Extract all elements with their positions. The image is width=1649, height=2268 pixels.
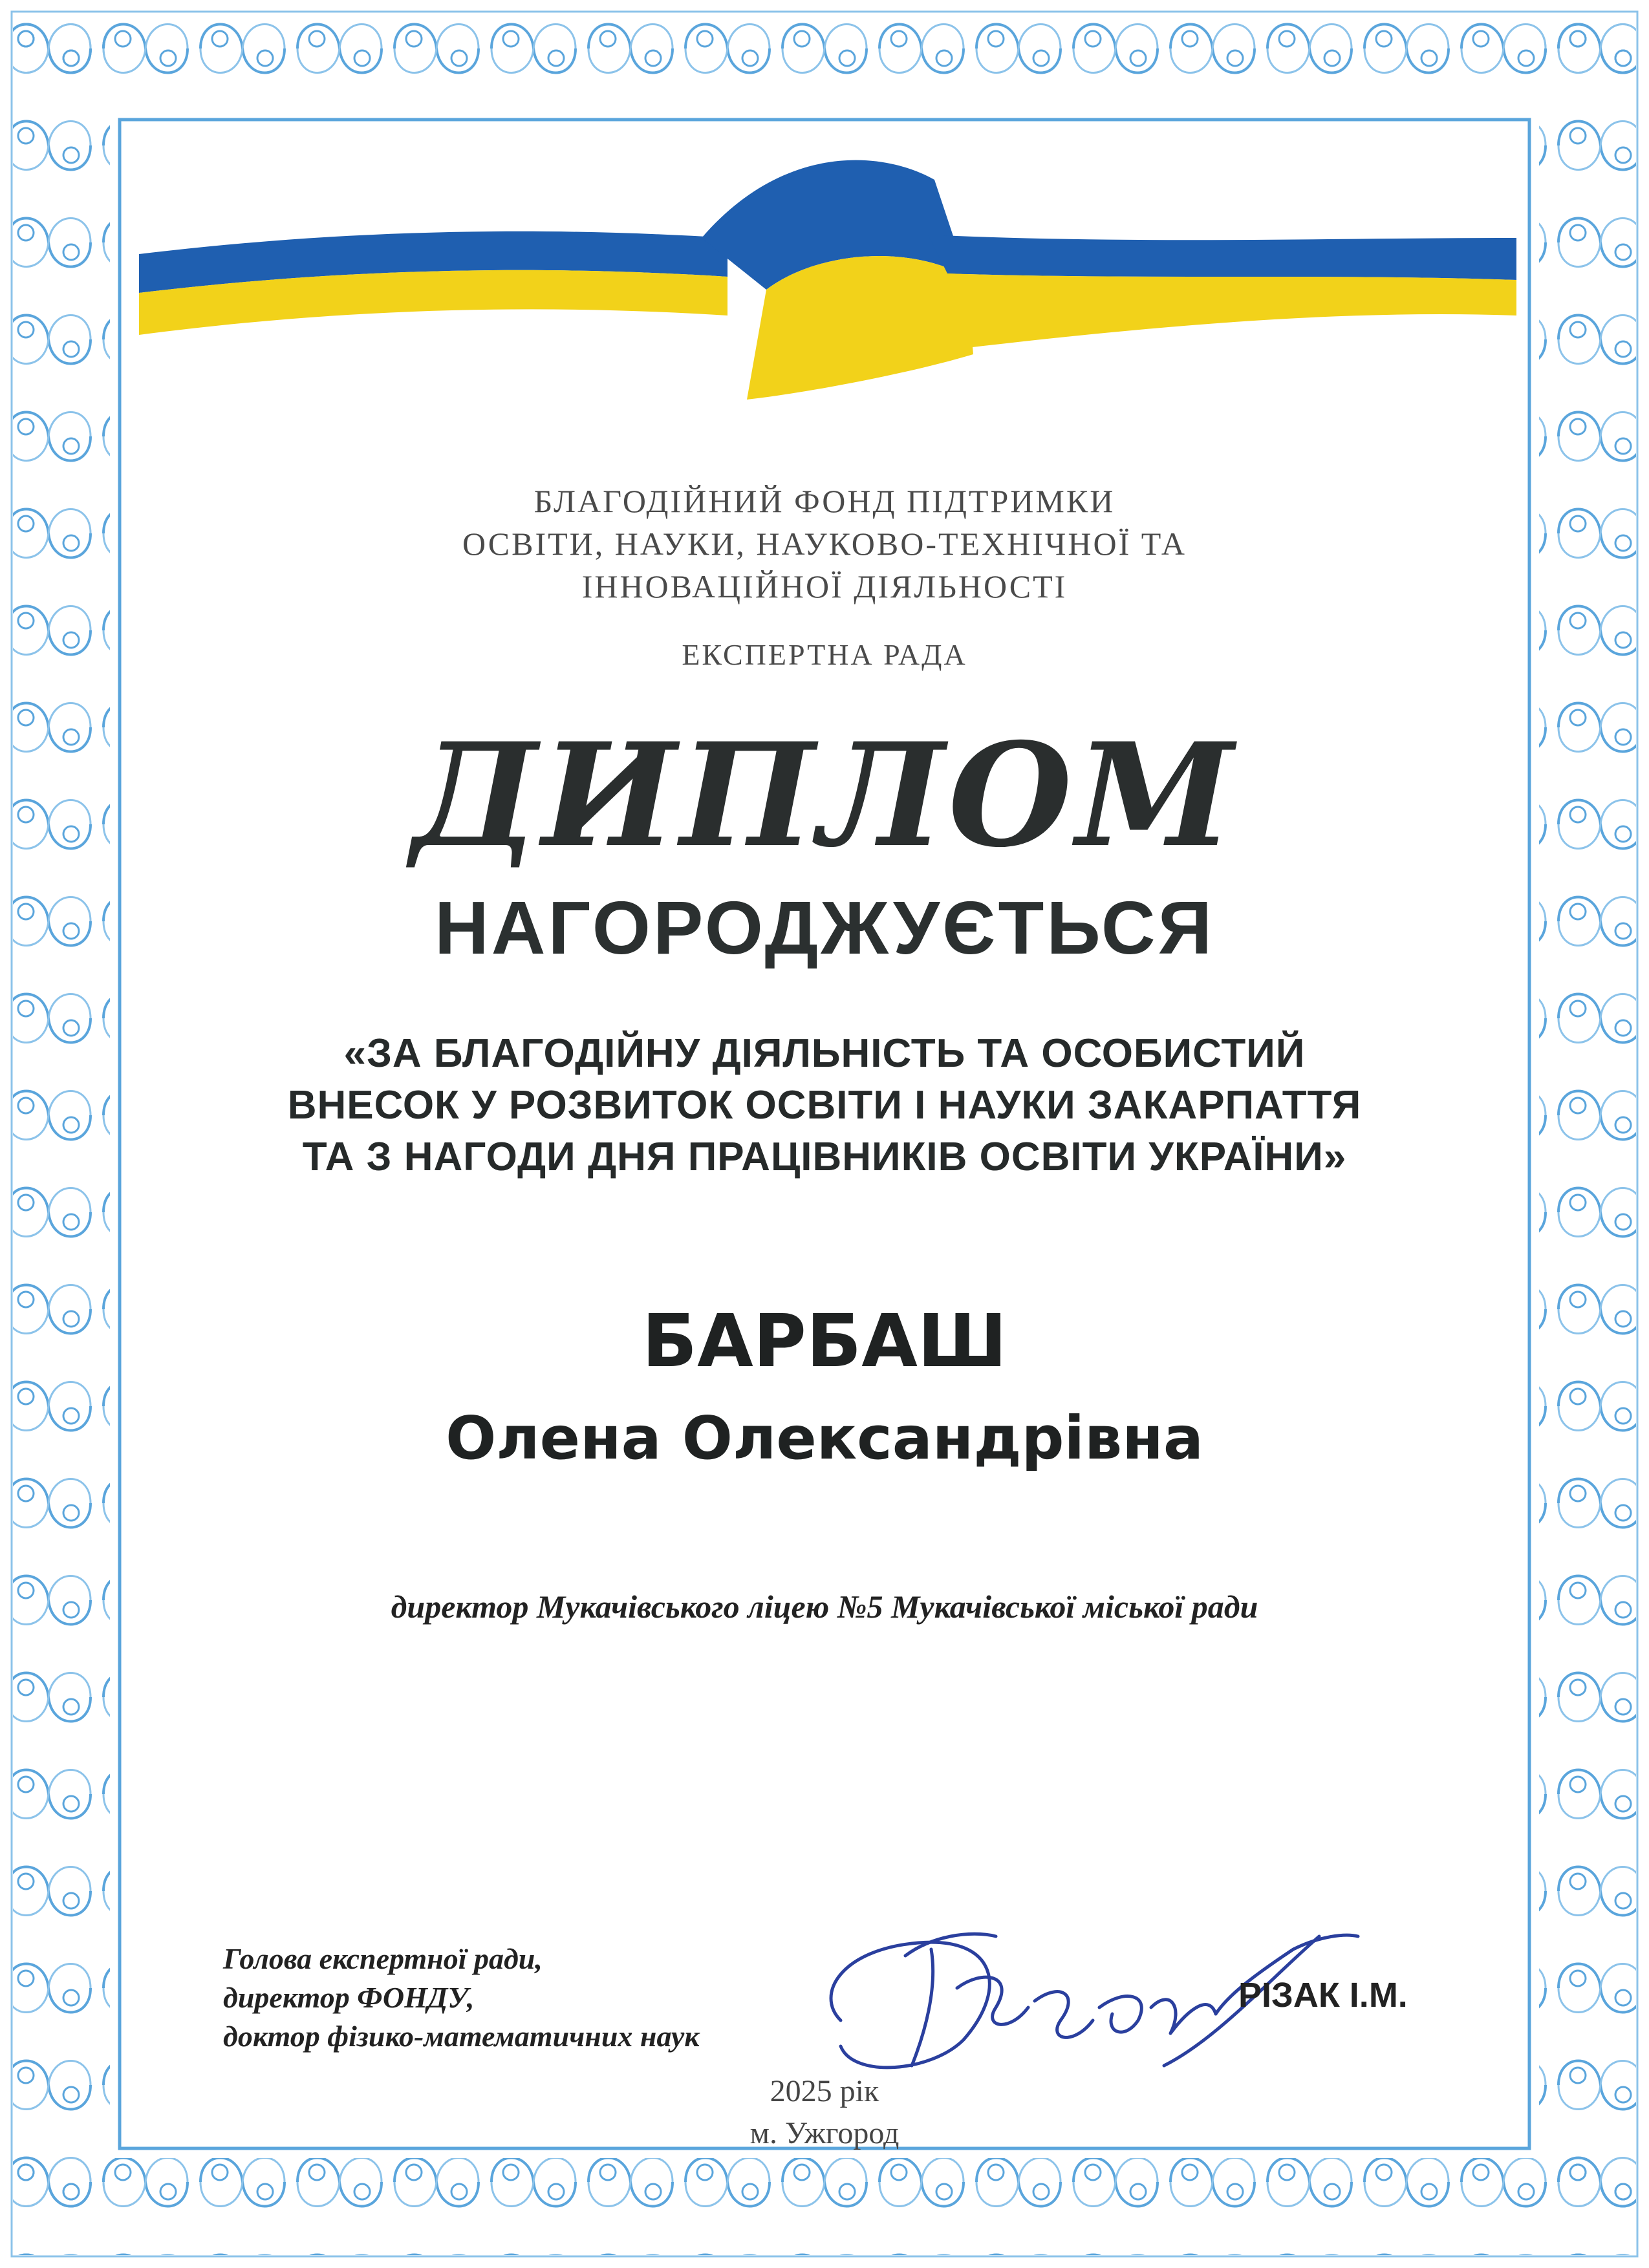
reason-line: «ЗА БЛАГОДІЙНУ ДІЯЛЬНІСТЬ ТА ОСОБИСТИЙ (343, 1031, 1306, 1076)
reason-line: ВНЕСОК У РОЗВИТОК ОСВІТИ І НАУКИ ЗАКАРПАТТЯ (287, 1083, 1362, 1128)
recipient-position: директор Мукачівського ліцею №5 Мукачівської міської ради (391, 1589, 1258, 1625)
recipient-surname: БАРБАШ (641, 1300, 1008, 1384)
org-line: ОСВІТИ, НАУКИ, НАУКОВО-ТЕХНІЧНОЇ ТА (462, 526, 1187, 562)
awarded-heading: НАГОРОДЖУЄТЬСЯ (434, 886, 1215, 970)
diploma-title: ДИПЛОМ (411, 711, 1238, 879)
signatory-title-line: директор ФОНДУ, (223, 1981, 475, 2014)
signatory-title (223, 1940, 805, 2056)
org-line: ІННОВАЦІЙНОЇ ДІЯЛЬНОСТІ (581, 568, 1068, 604)
issue-year: 2025 рік (770, 2074, 879, 2108)
award-reason (0, 1028, 1649, 1183)
recipient-given-names: Олена Олександрівна (446, 1404, 1203, 1473)
signatory-title-line: доктор фізико-математичних наук (223, 2020, 700, 2053)
organization-name (0, 480, 1649, 608)
reason-line: ТА З НАГОДИ ДНЯ ПРАЦІВНИКІВ ОСВІТИ УКРАЇНИ» (302, 1135, 1347, 1179)
signatory-title-line: Голова експертної ради, (223, 1942, 543, 1975)
council-name: ЕКСПЕРТНА РАДА (682, 638, 967, 671)
org-line: БЛАГОДІЙНИЙ ФОНД ПІДТРИМКИ (534, 483, 1116, 519)
ukrainian-flag-ribbon (133, 141, 1523, 412)
issue-city: м. Ужгород (749, 2116, 900, 2150)
signatory-name: РІЗАК І.М. (1238, 1976, 1408, 2015)
